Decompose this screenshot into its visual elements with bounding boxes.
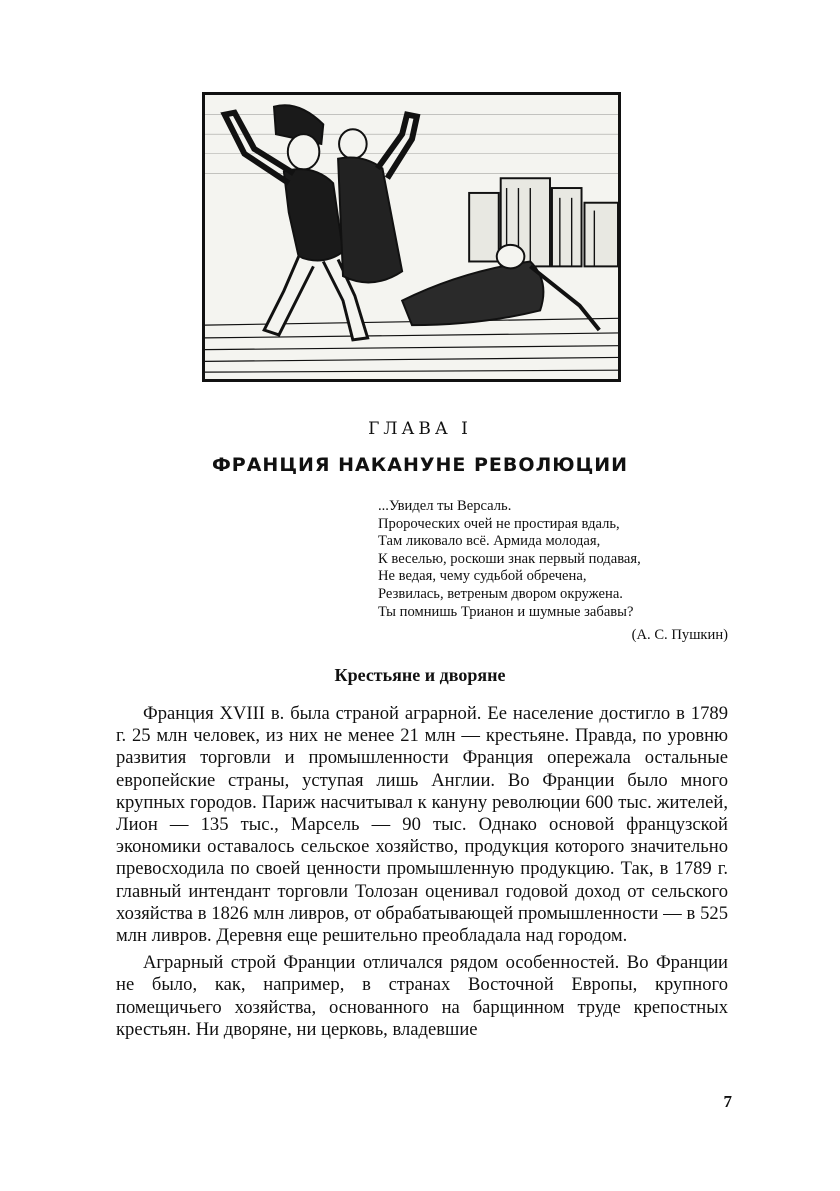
fortress-shape — [469, 178, 618, 266]
epigraph-line: К веселью, роскоши знак первый подавая, — [378, 550, 641, 567]
epigraph-line: Резвилась, ветреным двором окружена. — [378, 585, 623, 602]
chapter-title: ФРАНЦИЯ НАКАНУНЕ РЕВОЛЮЦИИ — [211, 454, 629, 476]
body-text — [116, 703, 728, 1046]
paragraph: Аграрный строй Франции отличался рядом особенностей. Во Франции не было, как, например, в странах Восточной Европы, крупного помещичьего хозяйства, основанного на барщинном труде крепостных крестьян. Ни дворяне, ни церковь, владевшие — [116, 952, 728, 1040]
engraving-illustration — [202, 92, 621, 382]
engraving-scene — [205, 95, 618, 379]
epigraph-line: Ты помнишь Трианон и шумные забавы? — [378, 603, 634, 620]
epigraph-line: Пророческих очей не простирая вдаль, — [378, 515, 620, 532]
chapter-label: ГЛАВА I — [368, 419, 472, 439]
paragraph: Франция XVIII в. была страной аграрной. Ее население достигло в 1789 г. 25 млн человек, из них не менее 21 млн — крестьяне. Правда, по уровню развития торговли и промышленности Франция опережала остальные европейские страны, уступая лишь Англии. Во Франции было много крупных городов. Париж насчитывал к кануну революции 600 тыс. жителей, Лион — 135 тыс., Марсель — 90 тыс. Однако основой французской экономики оставалось сельское хозяйство, продукция которого значительно превосходила по своей ценности промышленную продукцию. Так, в 1789 г. главный интендант торговли Толозан оценивал годовой доход от сельского хозяйства в 1826 млн ливров, от обрабатывающей промышленности — в 525 млн ливров. Деревня еще решительно преобладала над городом. — [116, 703, 728, 947]
section-heading: Крестьяне и дворяне — [334, 665, 506, 685]
epigraph-attribution: (А. С. Пушкин) — [631, 627, 728, 644]
epigraph-line: Там ликовало всё. Армида молодая, — [378, 533, 601, 550]
epigraph-line: Не ведая, чему судьбой обречена, — [378, 568, 587, 585]
epigraph-line: ...Увидел ты Версаль. — [378, 498, 512, 514]
figure-middle — [338, 115, 417, 283]
epigraph — [378, 498, 728, 645]
page-number: 7 — [723, 1092, 732, 1111]
